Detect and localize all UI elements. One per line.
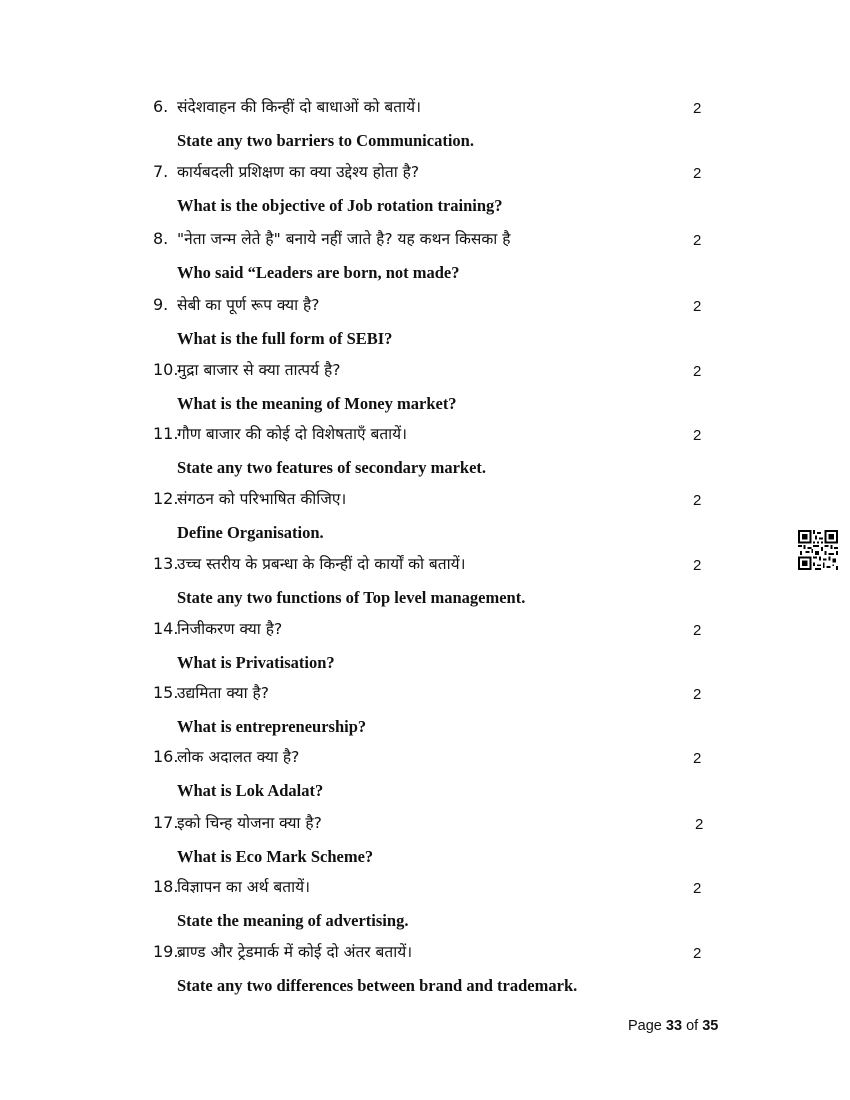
question-text-english: Define Organisation. (177, 523, 324, 542)
question-text-hindi: मुद्रा बाजार से क्या तात्पर्य है? (177, 361, 341, 379)
question-text-english: What is the full form of SEBI? (177, 329, 393, 348)
page-label: Page (628, 1018, 662, 1034)
question-marks: 2 (693, 880, 702, 897)
question-number: 11. (153, 424, 179, 443)
question-marks: 2 (693, 165, 702, 182)
question-text-hindi: ब्राण्ड और ट्रेडमार्क में कोई दो अंतर बतायें। (177, 943, 413, 961)
question-text-hindi: लोक अदालत क्या है? (177, 748, 300, 766)
question-marks: 2 (693, 622, 702, 639)
question-number: 15. (153, 683, 179, 702)
question-marks: 2 (693, 750, 702, 767)
question-number: 17. (153, 813, 179, 832)
question-marks: 2 (693, 100, 702, 117)
question-number: 19. (153, 942, 179, 961)
question-number: 13. (153, 554, 179, 573)
question-text-english: Who said “Leaders are born, not made? (177, 263, 460, 282)
question-6 (0, 96, 850, 161)
question-text-hindi: गौण बाजार की कोई दो विशेषताएँ बतायें। (177, 425, 408, 443)
question-text-hindi: इको चिन्ह योजना क्या है? (177, 814, 322, 832)
question-text-english: What is the objective of Job rotation training? (177, 196, 503, 215)
question-13 (0, 553, 850, 618)
question-text-hindi: निजीकरण क्या है? (177, 620, 283, 638)
question-text-english: What is Eco Mark Scheme? (177, 847, 374, 866)
current-page: 33 (665, 1018, 683, 1034)
question-11 (0, 423, 850, 488)
total-pages: 35 (702, 1018, 719, 1034)
question-7 (0, 161, 850, 226)
question-text-hindi: सेबी का पूर्ण रूप क्या है? (177, 296, 320, 314)
question-text-english: State any two barriers to Communication. (177, 131, 474, 150)
question-17 (0, 812, 850, 877)
question-marks: 2 (693, 427, 702, 444)
question-text-english: What is entrepreneurship? (177, 717, 367, 736)
question-number: 6. (153, 97, 169, 116)
question-marks: 2 (693, 686, 702, 703)
page-number (628, 1016, 718, 1036)
question-text-english: What is the meaning of Money market? (177, 394, 457, 413)
question-text-english: What is Privatisation? (177, 653, 335, 672)
question-number: 8. (153, 229, 169, 248)
question-9 (0, 294, 850, 359)
question-marks: 2 (695, 816, 704, 833)
question-number: 16. (153, 747, 179, 766)
question-marks: 2 (693, 298, 702, 315)
question-number: 7. (153, 162, 169, 181)
question-8 (0, 228, 850, 293)
of-label: of (686, 1018, 699, 1034)
question-15 (0, 682, 850, 747)
question-text-hindi: विज्ञापन का अर्थ बतायें। (177, 878, 311, 896)
question-text-hindi: उद्यमिता क्या है? (177, 684, 270, 702)
question-text-hindi: उच्च स्तरीय के प्रबन्धा के किन्हीं दो कार्यों को बतायें। (177, 555, 466, 573)
question-14 (0, 618, 850, 683)
question-number: 10. (153, 360, 179, 379)
question-text-english: What is Lok Adalat? (177, 781, 324, 800)
question-10 (0, 359, 850, 424)
question-marks: 2 (693, 363, 702, 380)
question-marks: 2 (693, 945, 702, 962)
question-text-english: State any two differences between brand and trademark. (177, 976, 578, 995)
question-text-english: State any two functions of Top level management. (177, 588, 526, 607)
question-18 (0, 876, 850, 941)
question-12 (0, 488, 850, 553)
question-text-hindi: संदेशवाहन की किन्हीं दो बाधाओं को बतायें। (177, 98, 421, 116)
question-text-hindi: कार्यबदली प्रशिक्षण का क्या उद्देश्य होता है? (177, 163, 420, 181)
question-text-english: State the meaning of advertising. (177, 911, 409, 930)
question-number: 18. (153, 877, 179, 896)
question-marks: 2 (693, 492, 702, 509)
question-number: 9. (153, 295, 169, 314)
question-marks: 2 (693, 232, 702, 249)
question-19 (0, 941, 850, 1006)
question-number: 14. (153, 619, 179, 638)
qr-code-icon (798, 530, 838, 570)
question-16 (0, 746, 850, 811)
question-text-english: State any two features of secondary market. (177, 458, 487, 477)
question-text-hindi: संगठन को परिभाषित कीजिए। (177, 490, 347, 508)
question-text-hindi: "नेता जन्म लेते है" बनाये नहीं जाते है? यह कथन किसका है (177, 230, 511, 248)
question-marks: 2 (693, 557, 702, 574)
question-number: 12. (153, 489, 179, 508)
